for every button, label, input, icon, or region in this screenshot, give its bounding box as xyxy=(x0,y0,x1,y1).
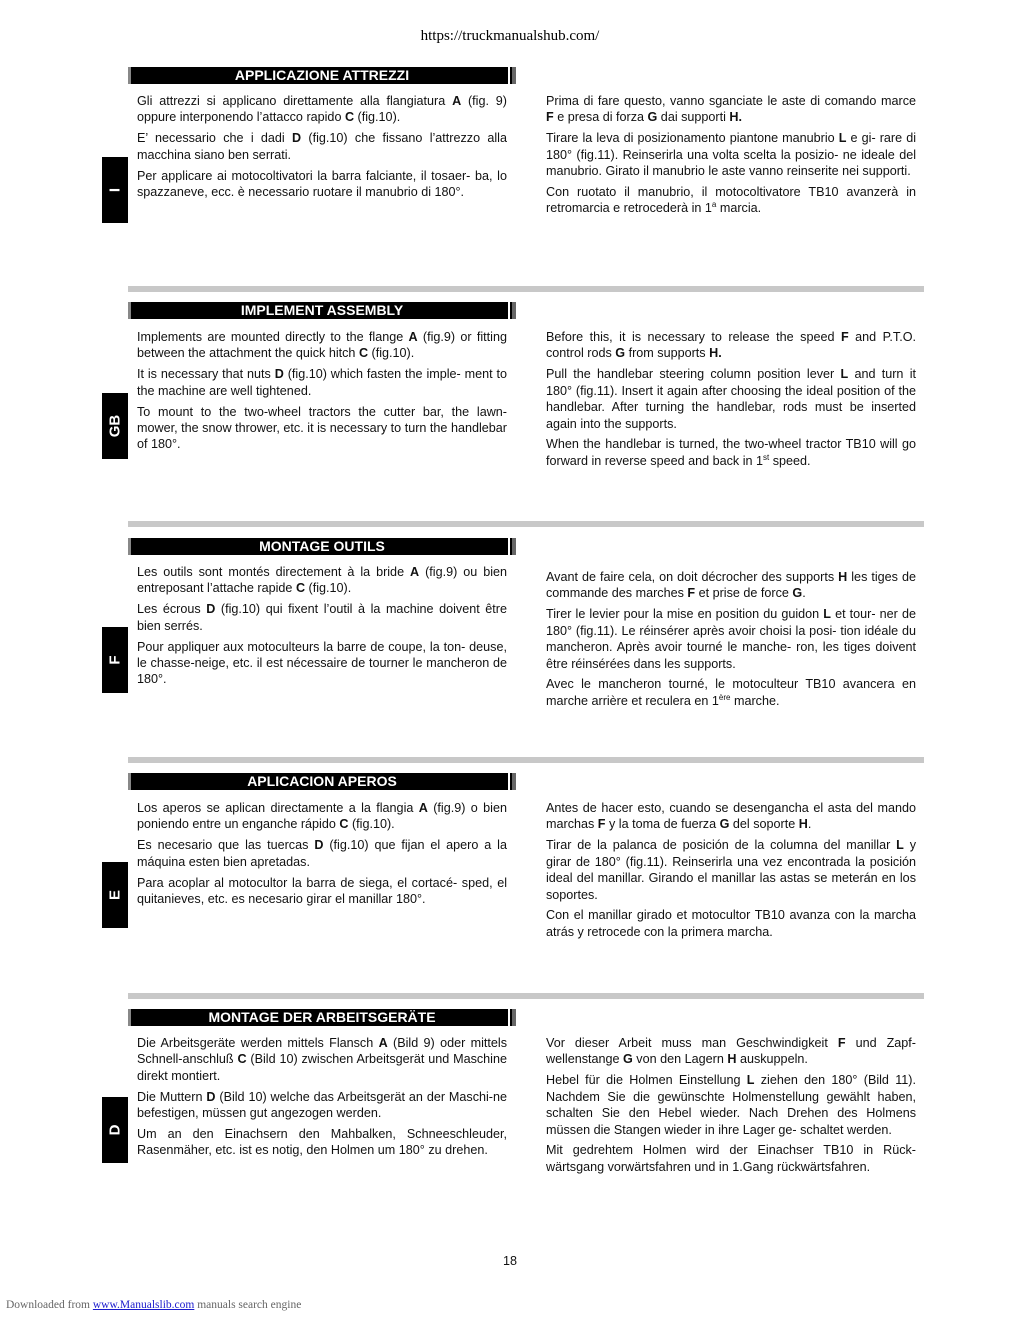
section-title: APPLICAZIONE ATTREZZI xyxy=(234,67,410,83)
right-column-text: Vor dieser Arbeit muss man Geschwindigkeit F und Zapf- wellenstange G von den Lagern H auskuppeln. Hebel für die Holmen Einstellung L ziehen den 180° (Bild 11). Nachdem Sie die gewünschte Holmenstellung gewählt haben, schalten Sie den Hebel wieder. Nach Drehen des Holmens müssen die Stangen wieder in ihre Lager ge- schaltet werden. Mit gedrehtem Holmen wird der Einachser TB10 in Rück- wärtsgang vorwärtsfahren und in 1.Gang rückwärtsfahren. xyxy=(546,1036,917,1174)
right-column-text: Antes de hacer esto, cuando se desengancha el asta del mando marchas F y la toma de fuerza G del soporte H. Tirar de la palanca de posición de la columna del manillar L y girar de 180° (fig.11). Reinserirla una vez encontrada la posición ideal del manillar. Girando el manillar las astas se meterán en los soportes. Con el manillar girado et motocultor TB10 avanza con la marcha atrás y retrocede con la primera marcha. xyxy=(546,801,917,939)
left-column-text: Les outils sont montés directement à la bride A (fig.9) ou bien entreposant l’attache rapide C (fig.10). Les écrous D (fig.10) qui fixent l’outil à la machine doivent être bien serrés. Pour appliquer aux motoculteurs la barre de coupe, la ton- deuse, le chasse-neige, etc. il est nécessaire de tourner le mancheron de 180°. xyxy=(137,565,508,687)
left-column-text: Implements are mounted directly to the flange A (fig.9) or fitting between the attachment the quick hitch C (fig.10). It is necessary that nuts D (fig.10) which fasten the imple- ment to the machine are well tightened. To mount to the two-wheel tractors the cutter bar, the lawn- mower, the snow thrower, etc. it is necessary to turn the handlebar of 180°. xyxy=(137,330,507,452)
left-column-text: Los aperos se aplican directamente a la flangia A (fig.9) o bien poniendo entre un enganche rápido C (fig.10). Es necesario que las tuercas D (fig.10) que fijan el apero a la máquina esten bien apretadas. Para acoplar al motocultor la barra de siega, el cortacé- sped, el quitanieves, etc. es necesario girar el manillar 180°. xyxy=(137,801,507,907)
footer-suffix: manuals search engine xyxy=(197,1299,302,1311)
section-title: IMPLEMENT ASSEMBLY xyxy=(240,302,404,318)
right-column-text: Before this, it is necessary to release the speed F and P.T.O. control rods G from supports H. Pull the handlebar steering column position lever L and turn it 180° (fig.11). Insert it again after choosing the ideal position of the handlebar. After turning the handlebar, rods must be inserted again into the supports. When the handlebar is turned, the two-wheel tractor TB10 will go forward in reverse speed and back in 1st speed. xyxy=(546,330,917,468)
right-column-text: Avant de faire cela, on doit décrocher des supports H les tiges de commande des marches F et prise de force G. Tirer le levier pour la mise en position du guidon L et tour- ner de 180° (fig.11). Le réinsérer après avoir choisi la posi- tion idéale du mancheron. Après avoir tourné le manche- ron, les tiges doivent être réinsérées dans les supports. Avec le mancheron tourné, le motoculteur TB10 avancera en marche arrière et reculera en 1ère marche. xyxy=(546,570,916,708)
left-column-text: Die Arbeitsgeräte werden mittels Flansch A (Bild 9) oder mittels Schnell-anschluß C (Bild 10) zwischen Arbeitsgerät und Maschine direkt montiert. Die Muttern D (Bild 10) welche das Arbeitsgerät an der Maschi-ne befestigen, müssen gut angezogen werden. Um an den Einachsern den Mahbalken, Schneeschleuder, Rasenmäher, etc. ist es notig, den Holmen um 180° zu drehen. xyxy=(137,1036,508,1158)
language-tab-label: GB xyxy=(106,414,124,438)
language-tab-label: D xyxy=(106,1124,124,1136)
section-title: MONTAGE DER ARBEITSGERÄTE xyxy=(208,1009,436,1025)
page-number: 18 xyxy=(502,1254,517,1268)
source-url[interactable]: https://truckmanualshub.com/ xyxy=(420,28,600,44)
section-title: MONTAGE OUTILS xyxy=(259,538,385,554)
language-tab-label: F xyxy=(106,655,124,665)
manualslib-link[interactable]: www.Manualslib.com xyxy=(92,1299,195,1311)
download-footer xyxy=(6,1299,301,1311)
section-title: APLICACION APEROS xyxy=(247,773,397,789)
section-title-bar xyxy=(128,1009,516,1026)
footer-prefix: Downloaded from xyxy=(6,1299,90,1311)
language-tab xyxy=(102,1097,128,1163)
right-column-text: Prima di fare questo, vanno sganciate le aste di comando marce F e presa di forza G dai supporti H. Tirare la leva di posizionamento piantone manubrio L e gi- rare di 180° (fig.11). Reinserirla una volta scelta la posizio- ne ideale del manubrio. Girato il manubrio le aste vanno reinserite nei supporti. Con ruotato il manubrio, il motocoltivatore TB10 avanzerà in retromarcia e retrocederà in 1$^a$ marcia. xyxy=(546,94,917,216)
left-column-text: Gli attrezzi si applicano direttamente alla flangiatura A (fig. 9) oppure interponendo l’attacco rapido C (fig.10). E’ necessario che i dadi D (fig.10) che fissano l’attrezzo alla macchina siano ben serrati. Per applicare ai motocoltivatori la barra falciante, il tosaer- ba, lo spazzaneve, ecc. è necessario ruotare il manubrio di 180°. xyxy=(137,94,507,200)
language-tab-label: I xyxy=(106,187,124,193)
language-tab-label: E xyxy=(106,889,124,901)
